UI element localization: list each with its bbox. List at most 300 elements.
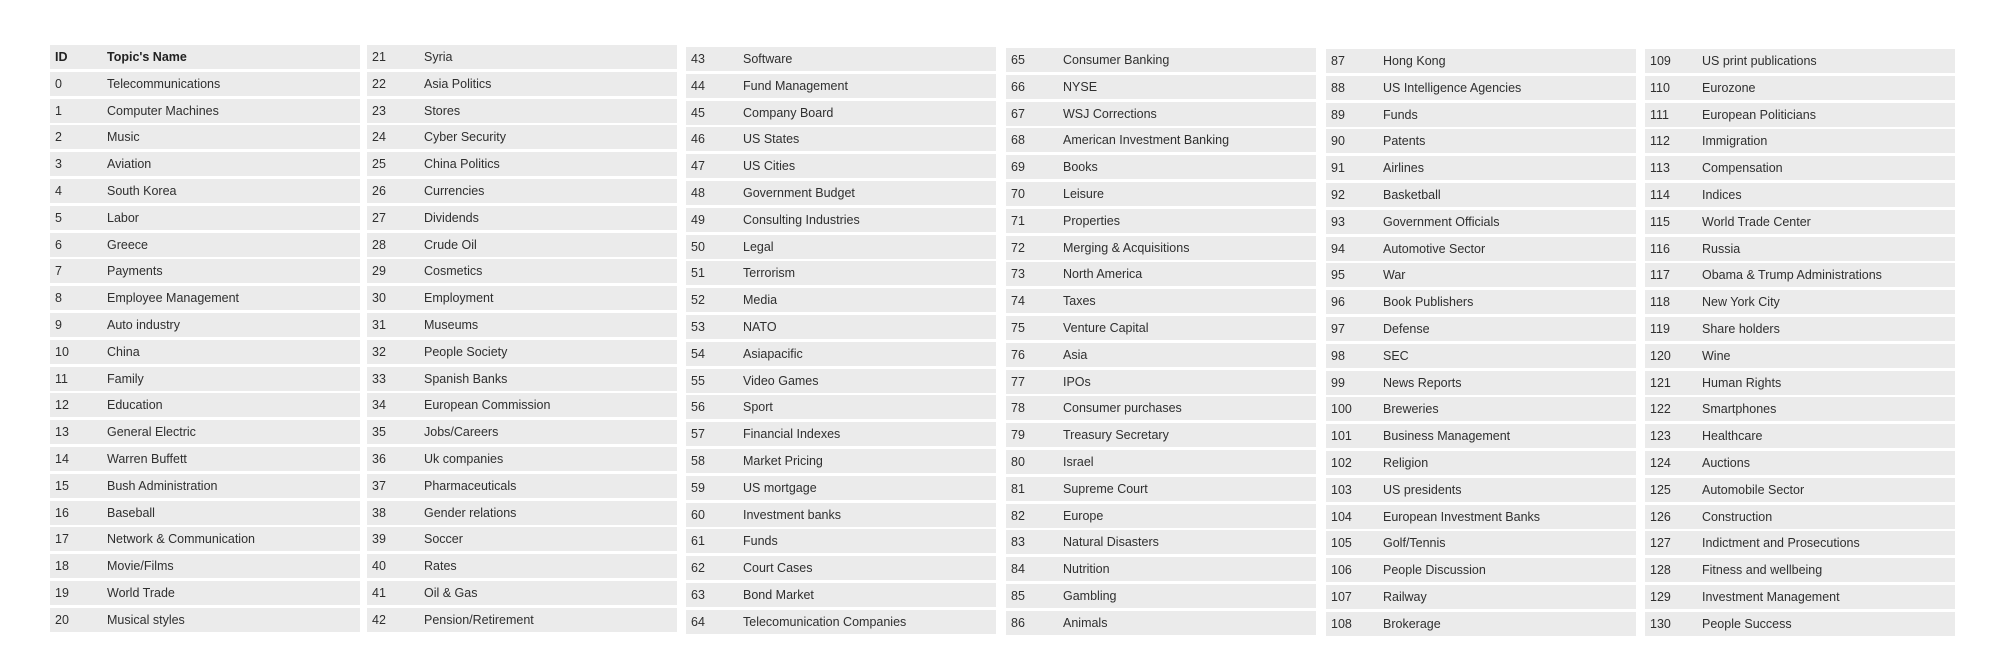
table-row (1645, 585, 1955, 609)
topic-id: 18 (55, 559, 69, 573)
topic-id: 40 (372, 559, 386, 573)
topic-id: 89 (1331, 108, 1345, 122)
topic-id: 43 (691, 52, 705, 66)
topic-id: 122 (1650, 402, 1671, 416)
topic-id: 44 (691, 79, 705, 93)
table-row (367, 608, 677, 632)
topic-id: 64 (691, 615, 705, 629)
topic-name: Merging & Acquisitions (1063, 241, 1190, 255)
table-row (1645, 371, 1955, 395)
table-row (686, 449, 996, 473)
topic-id: 76 (1011, 348, 1025, 362)
table-row (1645, 344, 1955, 368)
topic-name: Animals (1063, 616, 1108, 630)
topic-name: Fitness and wellbeing (1702, 563, 1823, 577)
topic-name: Terrorism (743, 266, 796, 280)
table-row (686, 503, 996, 527)
topic-id: 35 (372, 425, 386, 439)
topic-name: General Electric (107, 425, 196, 439)
table-row (1326, 210, 1636, 234)
table-row (1006, 236, 1316, 260)
topic-id: 22 (372, 77, 386, 91)
topic-id: 106 (1331, 563, 1352, 577)
topic-id: 80 (1011, 455, 1025, 469)
table-row (1006, 584, 1316, 608)
topic-id: 28 (372, 238, 386, 252)
table-row (1645, 237, 1955, 261)
table-row (1326, 451, 1636, 475)
table-row (1645, 263, 1955, 287)
topic-name: Sport (743, 400, 773, 414)
topic-name: Construction (1702, 510, 1773, 524)
table-row (1645, 290, 1955, 314)
table-row (367, 393, 677, 417)
topic-id: 88 (1331, 81, 1345, 95)
topic-id: 120 (1650, 349, 1671, 363)
topic-id: 57 (691, 427, 705, 441)
topic-id: 14 (55, 452, 69, 466)
topic-name: Indices (1702, 188, 1742, 202)
table-row (1006, 316, 1316, 340)
topic-name: European Commission (424, 398, 551, 412)
topic-name: Defense (1383, 322, 1430, 336)
topic-name: Warren Buffett (107, 452, 187, 466)
topic-id: 30 (372, 291, 386, 305)
topic-name: Religion (1383, 456, 1429, 470)
topic-id: 107 (1331, 590, 1352, 604)
table-row (1645, 612, 1955, 636)
topic-id: 24 (372, 130, 386, 144)
topic-id: 109 (1650, 54, 1671, 68)
table-row (1006, 343, 1316, 367)
topic-name: Fund Management (743, 79, 848, 93)
topic-name: Consumer purchases (1063, 401, 1182, 415)
topic-name: Currencies (424, 184, 485, 198)
topic-id: 26 (372, 184, 386, 198)
topic-id: 121 (1650, 376, 1671, 390)
table-row (686, 74, 996, 98)
topic-name: Pharmaceuticals (424, 479, 517, 493)
table-row (50, 206, 360, 230)
topic-name: Leisure (1063, 187, 1104, 201)
table-row (50, 286, 360, 310)
topic-id: 61 (691, 534, 705, 548)
topic-name: Business Management (1383, 429, 1511, 443)
topic-name: Government Officials (1383, 215, 1500, 229)
topic-name: Investment Management (1702, 590, 1840, 604)
table-row (367, 367, 677, 391)
table-row (367, 527, 677, 551)
topic-name: Immigration (1702, 134, 1768, 148)
table-row (686, 395, 996, 419)
topic-id: 83 (1011, 535, 1025, 549)
topic-id: 54 (691, 347, 705, 361)
topic-name: Employment (424, 291, 494, 305)
topic-id: 3 (55, 157, 62, 171)
topic-id: 25 (372, 157, 386, 171)
table-row (1006, 102, 1316, 126)
table-row (1645, 76, 1955, 100)
table-row (1006, 396, 1316, 420)
topic-id: 5 (55, 211, 62, 225)
topic-id: 102 (1331, 456, 1352, 470)
table-row (50, 259, 360, 283)
topic-name: Basketball (1383, 188, 1441, 202)
topic-id: 10 (55, 345, 69, 359)
table-row (50, 340, 360, 364)
table-row (1006, 262, 1316, 286)
topic-name: Treasury Secretary (1063, 428, 1169, 442)
table-row (50, 233, 360, 257)
table-row (1326, 76, 1636, 100)
topic-id: 96 (1331, 295, 1345, 309)
topic-name: Taxes (1063, 294, 1096, 308)
table-row (686, 181, 996, 205)
topic-name: NATO (743, 320, 777, 334)
table-row (367, 474, 677, 498)
topic-id: 90 (1331, 134, 1345, 148)
topic-id: 74 (1011, 294, 1025, 308)
table-row (1326, 317, 1636, 341)
topic-id: 47 (691, 159, 705, 173)
topic-name: Book Publishers (1383, 295, 1474, 309)
topic-name: Funds (743, 534, 778, 548)
topic-id: 70 (1011, 187, 1025, 201)
topic-name: New York City (1702, 295, 1780, 309)
topic-name: US mortgage (743, 481, 817, 495)
topic-name: Rates (424, 559, 457, 573)
topic-name: Computer Machines (107, 104, 219, 118)
table-header-row (50, 45, 360, 69)
topic-id: 27 (372, 211, 386, 225)
topic-name: Supreme Court (1063, 482, 1148, 496)
topic-name: Asia (1063, 348, 1088, 362)
topic-id: 115 (1650, 215, 1670, 229)
topic-id: 114 (1650, 188, 1670, 202)
topic-id: 19 (55, 586, 69, 600)
topic-id: 7 (55, 264, 62, 278)
topic-id: 72 (1011, 241, 1025, 255)
topic-name: Greece (107, 238, 148, 252)
table-row (1326, 49, 1636, 73)
table-row (1326, 263, 1636, 287)
table-row (1006, 209, 1316, 233)
topic-name: China Politics (424, 157, 500, 171)
topic-name: Pension/Retirement (424, 613, 534, 627)
topic-id: 60 (691, 508, 705, 522)
topic-id: 117 (1650, 268, 1670, 282)
topic-id: 111 (1650, 108, 1670, 122)
table-row (367, 286, 677, 310)
topic-id: 1 (55, 104, 62, 118)
topic-id: 128 (1650, 563, 1671, 577)
table-row (50, 581, 360, 605)
topic-name: Stores (424, 104, 461, 118)
topic-id: 33 (372, 372, 386, 386)
topic-name: US States (743, 132, 800, 146)
topic-id: 34 (372, 398, 386, 412)
table-row (686, 47, 996, 71)
topic-name: War (1383, 268, 1406, 282)
table-row (1326, 237, 1636, 261)
topic-name: Auctions (1702, 456, 1750, 470)
table-row (686, 476, 996, 500)
table-row (1645, 451, 1955, 475)
topic-id: 63 (691, 588, 705, 602)
topic-name: Aviation (107, 157, 152, 171)
topic-name: Market Pricing (743, 454, 823, 468)
topic-name: Labor (107, 211, 139, 225)
topic-name: Syria (424, 50, 453, 64)
table-row (367, 206, 677, 230)
table-row (1645, 317, 1955, 341)
topic-id: 53 (691, 320, 705, 334)
topic-name: Asia Politics (424, 77, 492, 91)
topic-name: Software (743, 52, 793, 66)
table-row (1006, 75, 1316, 99)
table-row (1645, 210, 1955, 234)
topic-id: 91 (1331, 161, 1345, 175)
topic-name: Legal (743, 240, 774, 254)
topic-id: 104 (1331, 510, 1352, 524)
topic-id: 51 (691, 266, 705, 280)
table-row (686, 261, 996, 285)
topic-name: Education (107, 398, 163, 412)
topic-id: 62 (691, 561, 705, 575)
table-row (50, 125, 360, 149)
topic-name: Properties (1063, 214, 1120, 228)
topic-name: Company Board (743, 106, 834, 120)
topic-id: 93 (1331, 215, 1345, 229)
topic-name: South Korea (107, 184, 177, 198)
table-row (367, 152, 677, 176)
table-row (1645, 49, 1955, 73)
topic-id: 81 (1011, 482, 1025, 496)
topic-id: 66 (1011, 80, 1025, 94)
topic-name: Video Games (743, 374, 819, 388)
table-row (367, 554, 677, 578)
topic-name: Court Cases (743, 561, 813, 575)
table-row (50, 420, 360, 444)
table-row (1326, 103, 1636, 127)
topic-name: Network & Communication (107, 532, 255, 546)
topic-name: European Politicians (1702, 108, 1816, 122)
table-row (1006, 370, 1316, 394)
topic-name: Airlines (1383, 161, 1424, 175)
topic-id: 103 (1331, 483, 1352, 497)
topic-id: 46 (691, 132, 705, 146)
topic-id: 12 (55, 398, 69, 412)
topic-name: Spanish Banks (424, 372, 508, 386)
topic-id: 95 (1331, 268, 1345, 282)
topic-id: 38 (372, 506, 386, 520)
topic-id: 105 (1331, 536, 1352, 550)
topic-id: 71 (1011, 214, 1025, 228)
topic-name: WSJ Corrections (1063, 107, 1157, 121)
table-row (1006, 611, 1316, 635)
topic-id: 55 (691, 374, 705, 388)
topic-id: 13 (55, 425, 69, 439)
table-row (367, 259, 677, 283)
topic-name: Museums (424, 318, 479, 332)
table-row (686, 610, 996, 634)
table-row (1645, 505, 1955, 529)
topic-name: Indictment and Prosecutions (1702, 536, 1860, 550)
header-id: ID (55, 50, 68, 64)
topic-id: 32 (372, 345, 386, 359)
topic-name: Nutrition (1063, 562, 1110, 576)
topic-name: Smartphones (1702, 402, 1777, 416)
topic-name: Bond Market (743, 588, 814, 602)
topic-name: Gender relations (424, 506, 517, 520)
topic-id: 31 (372, 318, 386, 332)
table-row (50, 367, 360, 391)
table-row (1006, 289, 1316, 313)
topic-id: 99 (1331, 376, 1345, 390)
table-row (1645, 156, 1955, 180)
topic-name: Israel (1063, 455, 1094, 469)
table-row (1326, 424, 1636, 448)
topic-id: 119 (1650, 322, 1670, 336)
topic-name: Compensation (1702, 161, 1783, 175)
topic-name: European Investment Banks (1383, 510, 1541, 524)
table-row (1006, 423, 1316, 447)
table-row (367, 45, 677, 69)
topic-name: Crude Oil (424, 238, 477, 252)
topic-id: 77 (1011, 375, 1025, 389)
topic-name: Healthcare (1702, 429, 1763, 443)
topic-name: Automotive Sector (1383, 242, 1486, 256)
topic-name: Natural Disasters (1063, 535, 1159, 549)
topic-name: Human Rights (1702, 376, 1782, 390)
table-row (1326, 397, 1636, 421)
table-row (686, 583, 996, 607)
table-row (367, 501, 677, 525)
topic-name: World Trade (107, 586, 175, 600)
table-row (1326, 612, 1636, 636)
topic-id: 42 (372, 613, 386, 627)
topic-name: Books (1063, 160, 1098, 174)
topic-name: Railway (1383, 590, 1427, 604)
table-row (1006, 530, 1316, 554)
topic-id: 129 (1650, 590, 1671, 604)
topic-name: Musical styles (107, 613, 185, 627)
table-row (1006, 155, 1316, 179)
topic-id: 112 (1650, 134, 1670, 148)
topic-name: IPOs (1063, 375, 1091, 389)
topic-id: 87 (1331, 54, 1345, 68)
topic-id: 65 (1011, 53, 1025, 67)
table-row (1645, 129, 1955, 153)
topic-id: 75 (1011, 321, 1025, 335)
topic-name: Auto industry (107, 318, 180, 332)
topic-name: Consumer Banking (1063, 53, 1170, 67)
table-row (50, 99, 360, 123)
table-row (50, 72, 360, 96)
topic-id: 68 (1011, 133, 1025, 147)
topic-name: NYSE (1063, 80, 1098, 94)
table-row (686, 154, 996, 178)
table-row (686, 342, 996, 366)
topic-id: 67 (1011, 107, 1025, 121)
topic-name: News Reports (1383, 376, 1462, 390)
topic-name: Cosmetics (424, 264, 483, 278)
table-row (1326, 371, 1636, 395)
topic-id: 23 (372, 104, 386, 118)
topic-name: American Investment Banking (1063, 133, 1230, 147)
topic-id: 21 (372, 50, 386, 64)
topic-name: Bush Administration (107, 479, 218, 493)
topic-id: 52 (691, 293, 705, 307)
topic-id: 29 (372, 264, 386, 278)
topic-id: 84 (1011, 562, 1025, 576)
topic-id: 17 (55, 532, 69, 546)
topic-id: 92 (1331, 188, 1345, 202)
table-row (1645, 103, 1955, 127)
topic-name: Europe (1063, 509, 1104, 523)
topic-name: People Success (1702, 617, 1792, 631)
topic-id: 113 (1650, 161, 1670, 175)
topic-name: Telecommunications (107, 77, 221, 91)
topic-id: 9 (55, 318, 62, 332)
table-row (1006, 477, 1316, 501)
table-row (1326, 344, 1636, 368)
topic-id: 116 (1650, 242, 1670, 256)
table-row (1326, 531, 1636, 555)
topic-name: Venture Capital (1063, 321, 1149, 335)
topic-name: People Discussion (1383, 563, 1486, 577)
topic-id: 78 (1011, 401, 1025, 415)
table-row (367, 447, 677, 471)
table-row (686, 101, 996, 125)
table-row (1326, 156, 1636, 180)
table-row (1326, 183, 1636, 207)
topic-id: 59 (691, 481, 705, 495)
topic-id: 110 (1650, 81, 1670, 95)
table-row (686, 529, 996, 553)
table-row (686, 556, 996, 580)
table-row (1326, 290, 1636, 314)
topic-name: World Trade Center (1702, 215, 1811, 229)
topic-id: 48 (691, 186, 705, 200)
topic-name: Breweries (1383, 402, 1439, 416)
topic-id: 36 (372, 452, 386, 466)
topic-id: 98 (1331, 349, 1345, 363)
table-row (686, 127, 996, 151)
table-row (1645, 531, 1955, 555)
table-row (1326, 478, 1636, 502)
topic-name: Oil & Gas (424, 586, 478, 600)
topic-id: 69 (1011, 160, 1025, 174)
topic-name: Share holders (1702, 322, 1780, 336)
topic-id: 4 (55, 184, 62, 198)
table-row (1006, 48, 1316, 72)
table-row (50, 179, 360, 203)
table-row (686, 208, 996, 232)
table-row (1326, 505, 1636, 529)
topic-id: 100 (1331, 402, 1352, 416)
topic-name: Golf/Tennis (1383, 536, 1446, 550)
topic-id: 85 (1011, 589, 1025, 603)
table-row (50, 554, 360, 578)
topic-id: 101 (1331, 429, 1352, 443)
topic-name: Wine (1702, 349, 1731, 363)
table-row (50, 152, 360, 176)
topic-id: 49 (691, 213, 705, 227)
table-row (50, 447, 360, 471)
topic-name: US Cities (743, 159, 796, 173)
table-row (50, 313, 360, 337)
